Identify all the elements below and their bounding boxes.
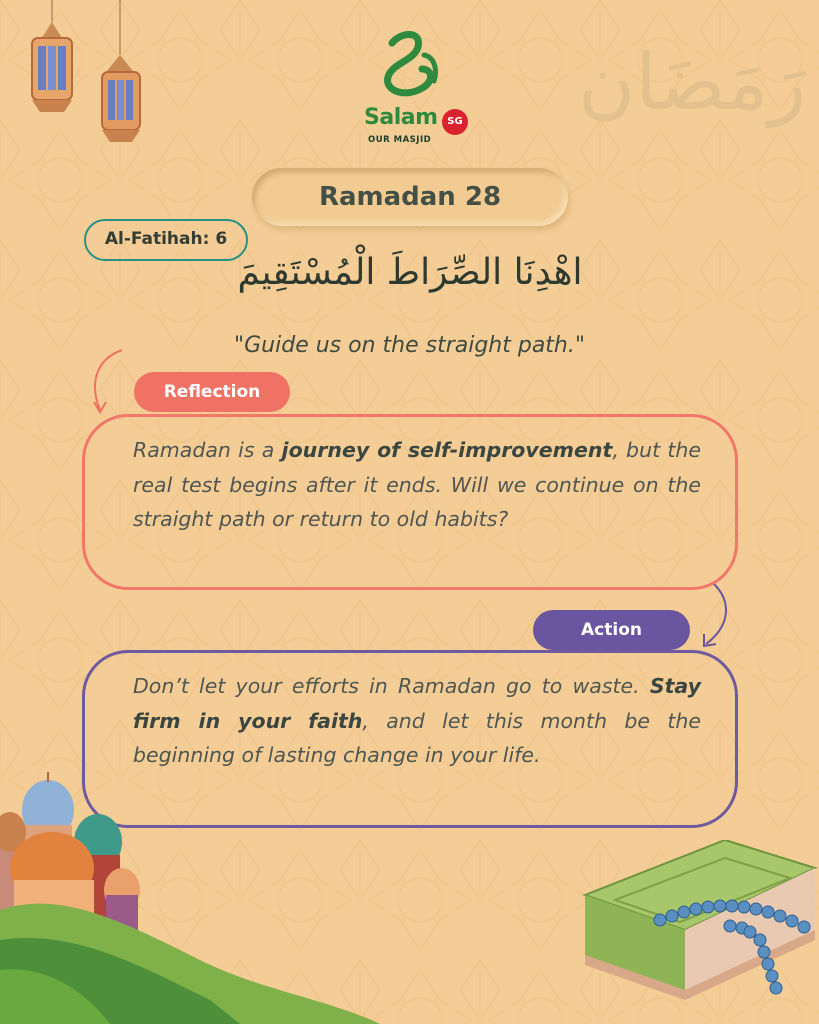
prayer-beads-icon xyxy=(640,880,819,1020)
action-text: Don’t let your efforts in Ramadan go to waste. Stay firm in your faith, and let this month be the beginning of lasting change in your life. xyxy=(133,674,701,767)
logo-sg-badge: SG xyxy=(442,109,468,135)
reflection-tag: Reflection xyxy=(134,372,290,412)
action-highlight: Stay firm in your faith xyxy=(133,674,701,733)
salam-sg-logo xyxy=(362,25,472,155)
logo-tagline: OUR MASJID xyxy=(368,135,432,145)
verse-translation: "Guide us on the straight path." xyxy=(234,333,585,358)
page-title: Ramadan 28 xyxy=(318,182,502,212)
logo-wordmark: Salam xyxy=(364,105,438,130)
mosque-icon xyxy=(0,770,380,1024)
surah-reference-badge: Al-Fatihah: 6 xyxy=(84,219,248,261)
arabic-verse: اهْدِنَا الصِّرَاطَ الْمُسْتَقِيمَ xyxy=(237,252,583,293)
action-tag: Action xyxy=(533,610,690,650)
arrow-icon xyxy=(696,580,746,652)
lantern-icon xyxy=(20,0,150,155)
reflection-card xyxy=(82,414,738,590)
arrow-icon xyxy=(84,346,134,418)
ramadan-calligraphy-watermark: رَمَضَان xyxy=(578,38,807,128)
reflection-text: Ramadan is a journey of self-improvement, but the real test begins after it ends. Will we continue on the straight path or return to old habits? xyxy=(133,438,701,531)
reflection-highlight: journey of self-improvement xyxy=(281,438,613,462)
title-pill xyxy=(252,168,568,226)
logo-calligraphy-icon xyxy=(372,25,452,105)
